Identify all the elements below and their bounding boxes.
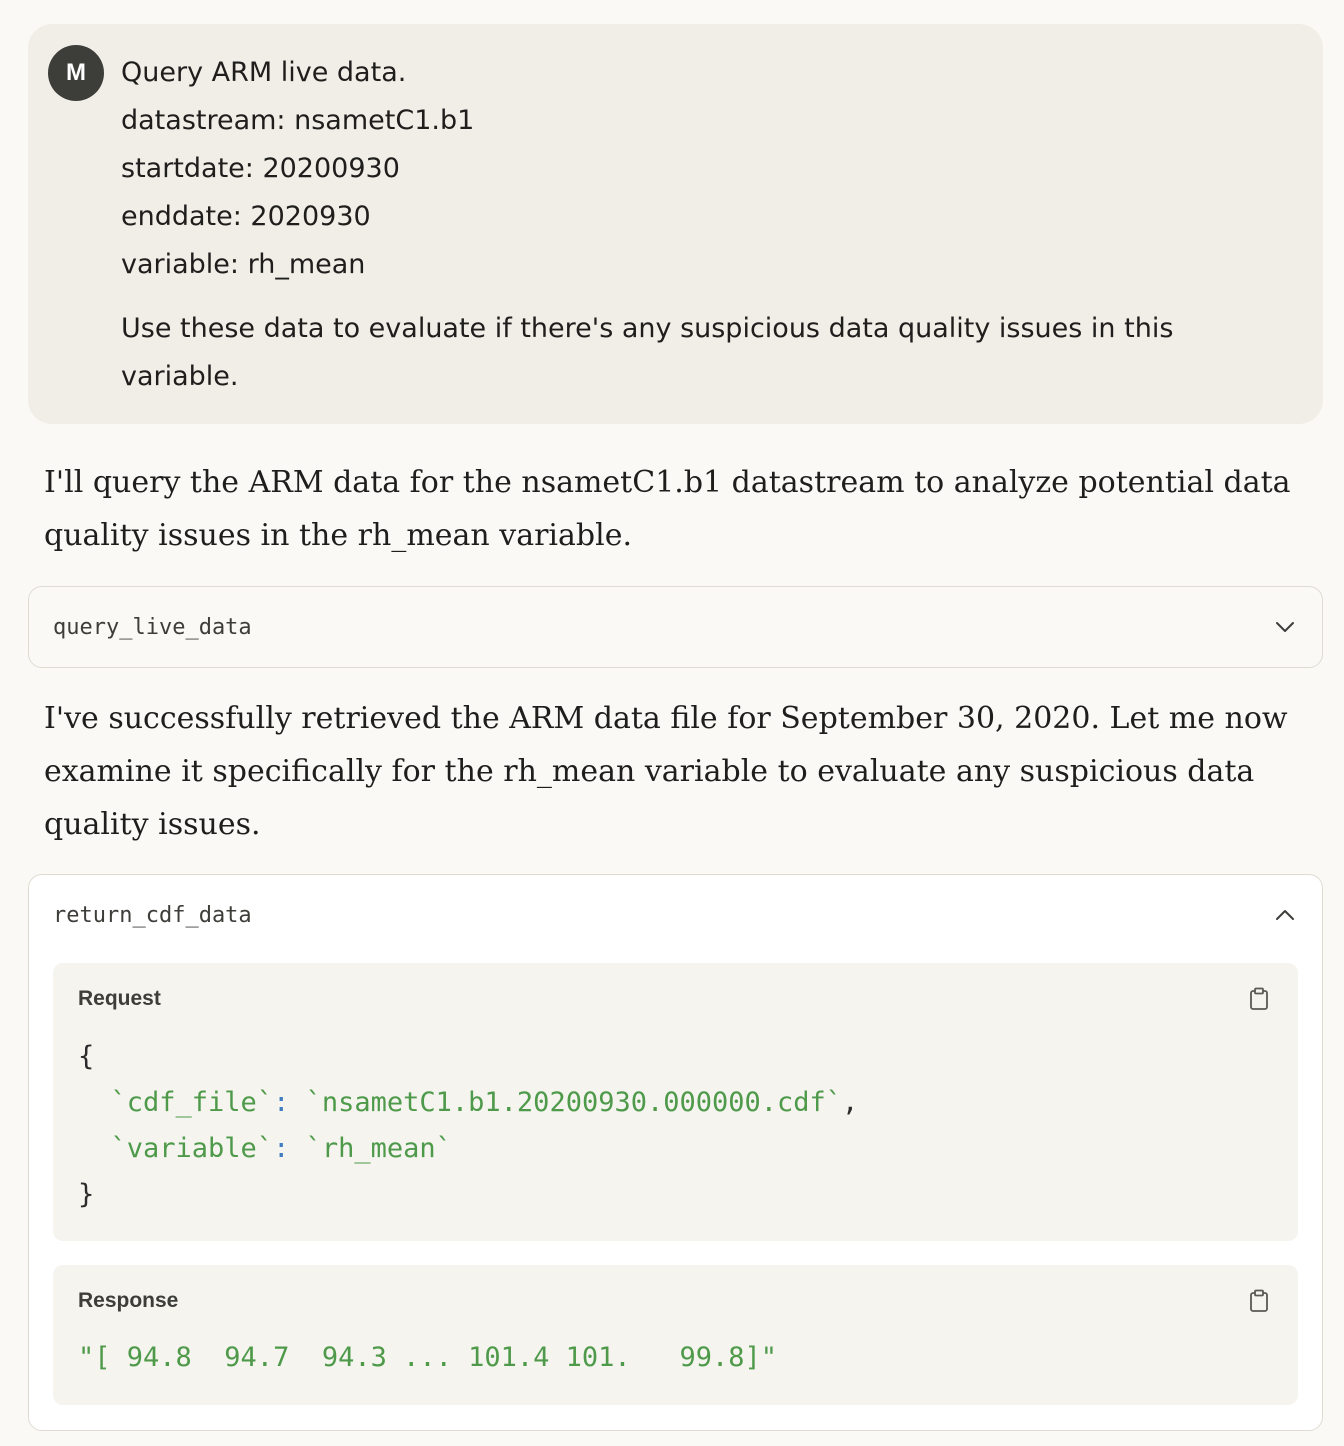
code-line: { [78,1041,95,1072]
code-line: `cdf_file`: `nsametC1.b1.20200930.000000.cdf`, [110,1087,859,1118]
user-message-bubble [28,24,1323,424]
tool-call-header[interactable] [29,875,1322,955]
clipboard-icon[interactable] [1248,987,1270,1011]
chevron-up-icon[interactable] [1274,904,1296,926]
user-message-paragraph: Use these data to evaluate if there's any suspicious data quality issues in this variable. [121,313,1174,392]
tool-name: query_live_data [53,614,252,640]
assistant-message-2: I've successfully retrieved the ARM data file for September 30, 2020. Let me now examine it specifically for the rh_mean variable to evaluate any suspicious data quality issues. [44,701,1288,842]
request-code [78,1034,858,1218]
tool-call-query-live-data[interactable] [28,586,1323,668]
code-line: `variable`: `rh_mean` [110,1133,452,1164]
tool-call-header[interactable] [29,587,1322,667]
response-panel [53,1265,1298,1405]
user-message-line: variable: rh_mean [121,249,366,280]
chevron-down-icon[interactable] [1274,616,1296,638]
response-body: "[ 94.8 94.7 94.3 ... 101.4 101. 99.8]" [78,1342,777,1373]
response-title: Response [78,1289,179,1312]
clipboard-icon[interactable] [1248,1289,1270,1313]
code-line: } [78,1179,95,1210]
user-message-line: datastream: nsametC1.b1 [121,105,475,136]
user-message-text [121,49,1281,401]
tool-call-return-cdf-data[interactable] [28,874,1323,1431]
tool-name: return_cdf_data [53,902,252,928]
user-avatar: M [48,45,104,101]
request-title: Request [78,987,161,1010]
user-message-line: Query ARM live data. [121,57,407,88]
user-message-line: startdate: 20200930 [121,153,400,184]
response-code [78,1335,777,1381]
user-message-line: enddate: 2020930 [121,201,371,232]
request-panel [53,963,1298,1241]
assistant-message-1: I'll query the ARM data for the nsametC1.b1 datastream to analyze potential data quality issues in the rh_mean variable. [44,465,1291,553]
